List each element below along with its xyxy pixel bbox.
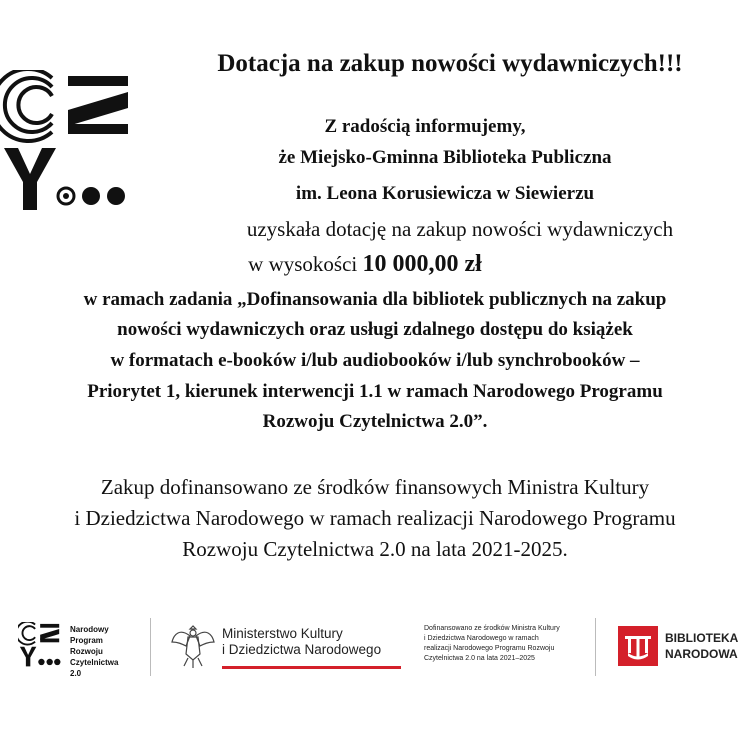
body-line-12: i Dziedzictwa Narodowego w ramach realizacji Narodowego Programu	[74, 506, 676, 530]
body-line-1: Z radością informujemy,	[324, 116, 526, 137]
body-line-7: nowości wydawniczych oraz usługi zdalnego dostępu do książek	[117, 319, 633, 340]
ministry-red-bar	[222, 666, 401, 669]
body-line-3: im. Leona Korusiewicza w Siewierzu	[295, 183, 595, 204]
biblioteka-narodowa-icon	[618, 626, 658, 666]
amount-prefix: w wysokości	[248, 252, 358, 276]
body-line-10: Rozwoju Czytelnictwa 2.0”.	[262, 411, 488, 432]
body-line-4: uzyskała dotację na zakup nowości wydawniczych	[246, 217, 674, 241]
footer-divider	[595, 618, 596, 676]
footer-divider	[150, 618, 151, 676]
body-line-2: że Miejsko-Gminna Biblioteka Publiczna	[278, 147, 612, 168]
body-line-6: w ramach zadania „Dofinansowania dla bibliotek publicznych na zakup	[83, 289, 667, 310]
body-line-11: Zakup dofinansowano ze środków finansowych Ministra Kultury	[100, 475, 650, 499]
body-line-9: Priorytet 1, kierunek interwencji 1.1 w ramach Narodowego Programu	[87, 381, 663, 402]
amount-value: 10 000,00 zł	[362, 251, 482, 277]
page-title: Dotacja na zakup nowości wydawniczych!!!	[217, 50, 683, 77]
nprc-label: Narodowy Program Rozwoju Czytelnictwa 2.0	[70, 625, 119, 678]
biblioteka-narodowa-label: BIBLIOTEKA NARODOWA	[665, 631, 739, 661]
body-line-13: Rozwoju Czytelnictwa 2.0 na lata 2021-2025.	[182, 537, 568, 561]
body-line-5	[0, 251, 740, 278]
ministry-label: Ministerstwo Kultury i Dziedzictwa Narodowego	[222, 626, 382, 657]
body-line-8: w formatach e-booków i/lub audiobooków i/lub synchrobooków –	[110, 350, 640, 371]
polish-eagle-icon	[170, 620, 216, 670]
nprc-small-logo-icon	[18, 622, 62, 668]
funding-note: Dofinansowano ze środków Ministra Kultury i Dziedzictwa Narodowego w ramach realizacji Narodowego Programu Rozwoju Czytelnictwa 2.0 na lata 2021–2025	[424, 625, 560, 662]
